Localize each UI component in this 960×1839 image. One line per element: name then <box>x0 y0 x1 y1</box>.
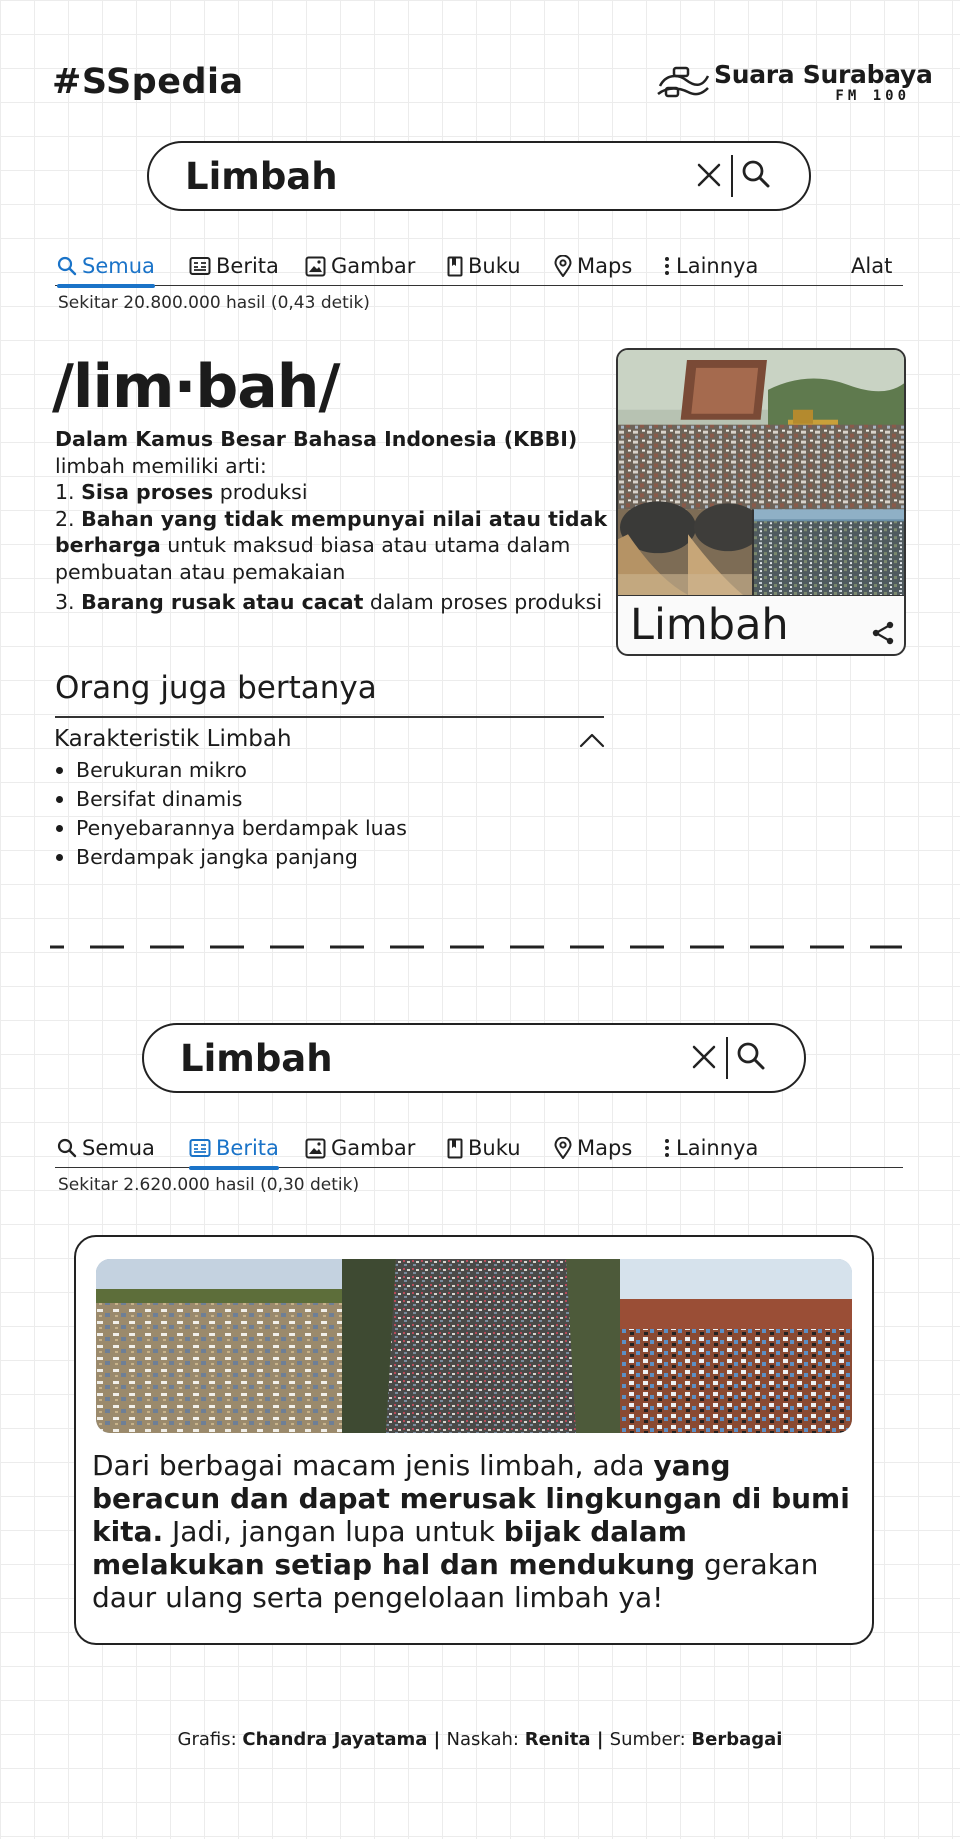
divider <box>55 716 604 718</box>
search-icon[interactable] <box>736 1041 766 1071</box>
close-icon[interactable] <box>695 161 723 189</box>
tab-buku[interactable] <box>447 1130 521 1166</box>
search-query[interactable]: Limbah <box>185 155 338 198</box>
brand-name: Suara Surabaya <box>714 60 933 89</box>
knowledge-title: Limbah <box>630 600 789 650</box>
image-icon <box>305 1138 326 1159</box>
book-icon <box>447 256 463 277</box>
result-stats: Sekitar 20.800.000 hasil (0,43 detik) <box>58 293 370 313</box>
tab-maps[interactable] <box>554 1130 632 1166</box>
tab-lainnya[interactable] <box>663 248 758 284</box>
definition-source: Dalam Kamus Besar Bahasa Indonesia (KBBI) <box>55 427 578 451</box>
pronunciation: /lim·bah/ <box>52 352 340 422</box>
search-divider <box>731 155 733 197</box>
hashtag-title: #SSpedia <box>52 62 244 102</box>
list-item: Berukuran mikro <box>76 756 407 785</box>
tab-maps[interactable] <box>554 248 632 284</box>
news-card[interactable] <box>74 1235 874 1645</box>
tab-label: Gambar <box>331 1136 416 1160</box>
book-icon <box>447 1138 463 1159</box>
tab-label: Buku <box>468 1136 521 1160</box>
tab-berita[interactable] <box>189 248 279 284</box>
search-icon <box>57 1138 77 1158</box>
tab-label: Maps <box>577 254 633 278</box>
close-icon[interactable] <box>690 1043 718 1071</box>
search-icon[interactable] <box>741 159 771 189</box>
search-icon <box>57 256 77 276</box>
tools-button[interactable] <box>851 248 892 284</box>
credit-sumber: Berbagai <box>691 1729 783 1750</box>
map-pin-icon <box>554 1137 572 1159</box>
tab-label: Lainnya <box>676 1136 759 1160</box>
tab-label: Berita <box>216 254 279 278</box>
result-stats: Sekitar 2.620.000 hasil (0,30 detik) <box>58 1175 360 1195</box>
search-bar[interactable] <box>147 141 811 211</box>
tab-label: Buku <box>468 254 521 278</box>
list-item: Berdampak jangka panjang <box>76 843 407 872</box>
more-vert-icon <box>663 256 671 276</box>
search-tabs <box>55 246 903 286</box>
tab-berita[interactable] <box>189 1130 279 1166</box>
tab-label: Semua <box>82 254 155 278</box>
definition-item: 1. Sisa proses produksi <box>55 480 308 504</box>
brand-logo <box>656 58 933 106</box>
waste-photo-collage[interactable] <box>618 350 906 596</box>
brand-frequency: FM 100 <box>835 88 910 104</box>
definition-item: 2. Bahan yang tidak mempunyai nilai atau tidak berharga untuk maksud biasa atau utama dalam pembuatan atau pemakaian <box>55 506 608 584</box>
more-vert-icon <box>663 1138 671 1158</box>
tab-semua[interactable] <box>57 1130 155 1166</box>
search-tabs <box>55 1128 903 1168</box>
tab-gambar[interactable] <box>305 248 415 284</box>
tab-label: Berita <box>216 1136 279 1160</box>
tab-lainnya[interactable] <box>663 1130 758 1166</box>
news-caption: Dari berbagai macam jenis limbah, ada yang beracun dan dapat merusak lingkungan di bumi kita. Jadi, jangan lupa untuk bijak dalam melakukan setiap hal dan mendukung gerakan daur ulang serta pengelolaan limbah ya! <box>92 1449 850 1614</box>
tab-label: Lainnya <box>676 254 759 278</box>
tab-label: Semua <box>82 1136 155 1160</box>
knowledge-panel[interactable] <box>616 348 906 656</box>
radio-logo-icon <box>656 64 710 100</box>
credits: Grafis: Chandra Jayatama | Naskah: Renita | Sumber: Berbagai <box>177 1729 783 1750</box>
tab-label: Gambar <box>331 254 416 278</box>
faq-answer-list <box>76 756 407 872</box>
credit-grafis: Chandra Jayatama <box>242 1729 428 1750</box>
definition-item: 3. Barang rusak atau cacat dalam proses produksi <box>55 590 603 614</box>
tab-semua[interactable] <box>57 248 155 284</box>
definition-block <box>55 426 615 616</box>
people-also-ask-title: Orang juga bertanya <box>55 670 377 706</box>
tab-buku[interactable] <box>447 248 521 284</box>
map-pin-icon <box>554 255 572 277</box>
tab-label: Maps <box>577 1136 633 1160</box>
search-divider <box>726 1037 728 1079</box>
chevron-up-icon[interactable] <box>578 729 606 751</box>
list-item: Bersifat dinamis <box>76 785 407 814</box>
share-icon[interactable] <box>870 620 896 646</box>
waste-news-photos[interactable] <box>96 1259 852 1433</box>
search-query[interactable]: Limbah <box>180 1037 333 1080</box>
credit-naskah: Renita <box>524 1729 591 1750</box>
dashed-divider <box>50 944 902 950</box>
faq-question[interactable]: Karakteristik Limbah <box>54 726 292 752</box>
tools-label: Alat <box>851 254 893 278</box>
definition-intro: limbah memiliki arti: <box>55 453 267 478</box>
list-item: Penyebarannya berdampak luas <box>76 814 407 843</box>
news-icon <box>189 256 211 276</box>
tab-gambar[interactable] <box>305 1130 415 1166</box>
search-bar[interactable] <box>142 1023 806 1093</box>
news-icon <box>189 1138 211 1158</box>
image-icon <box>305 256 326 277</box>
